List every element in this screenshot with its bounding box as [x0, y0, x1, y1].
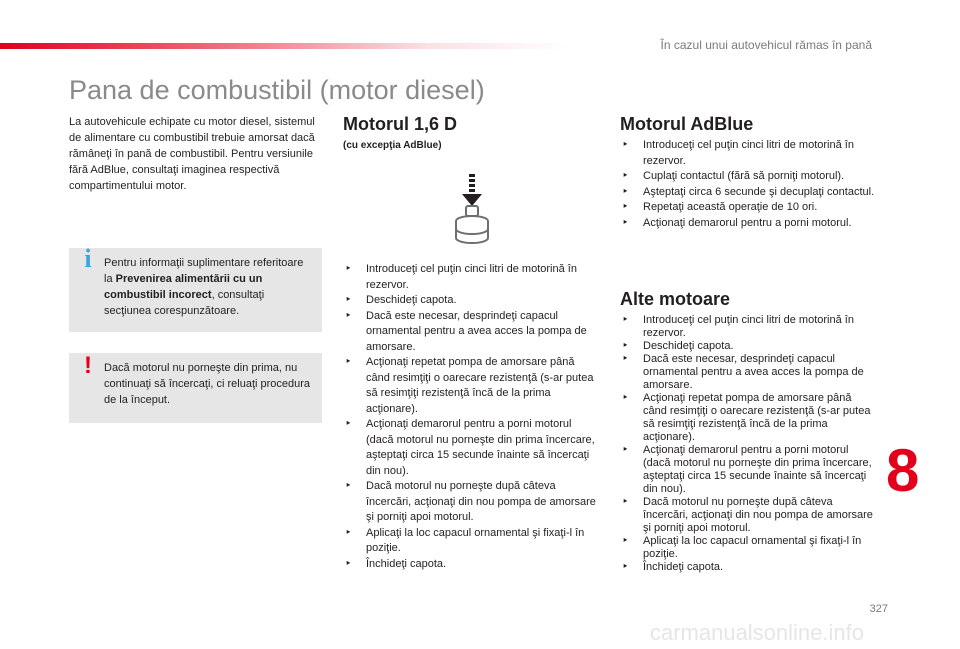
page-number: 327	[869, 603, 888, 615]
list-item: ‣ Închideţi capota.	[343, 557, 598, 573]
list-item: ‣ Introduceţi cel puţin cinci litri de motorină în rezervor.	[620, 138, 875, 169]
page-title: Pana de combustibil (motor diesel)	[69, 75, 485, 105]
info-text-bold: Prevenirea alimentării cu un combustibil incorect	[104, 273, 263, 301]
section-title-adblue: Motorul AdBlue	[620, 114, 754, 134]
chapter-number: 8	[886, 437, 920, 504]
info-text-before: Pentru informaţii suplimentare referitoare la	[104, 257, 304, 285]
list-item: ‣ Deschideţi capota.	[343, 293, 598, 309]
list-item: ‣ Dacă este necesar, desprindeţi capacul ornamental pentru a avea acces la pompa de amorsare.	[620, 353, 875, 392]
running-header: În cazul unui autovehicul rămas în pană	[660, 38, 872, 52]
list-item: ‣ Acţionaţi repetat pompa de amorsare până când resimţiţi o oarecare rezistenţă (s-ar putea să resimţiţi rezistenţă încă de la prima acţionare).	[343, 355, 598, 417]
section-subtitle-16d: (cu excepţia AdBlue)	[343, 140, 442, 151]
list-item: ‣ Dacă este necesar, desprindeţi capacul ornamental pentru a avea acces la pompa de amorsare.	[343, 309, 598, 356]
steps-list-other	[620, 314, 875, 574]
list-item: ‣ Aşteptaţi circa 6 secunde şi decuplaţi contactul.	[620, 185, 875, 201]
header-accent-bar	[0, 43, 570, 49]
section-title-16d: Motorul 1,6 D	[343, 114, 458, 134]
list-item: ‣ Introduceţi cel puţin cinci litri de motorină în rezervor.	[620, 314, 875, 340]
info-text-after: , consultaţi secţiunea corespunzătoare.	[104, 289, 265, 317]
list-item: ‣ Acţionaţi demarorul pentru a porni motorul.	[620, 216, 875, 232]
info-icon: i	[84, 244, 92, 273]
section-title-other: Alte motoare	[620, 289, 731, 309]
list-item: ‣ Acţionaţi demarorul pentru a porni motorul (dacă motorul nu porneşte din prima încercare, aşteptaţi circa 15 secunde înainte să încercaţi din nou).	[620, 444, 875, 496]
warning-icon: !	[84, 352, 92, 379]
list-item: ‣ Acţionaţi demarorul pentru a porni motorul (dacă motorul nu porneşte din prima încercare, aşteptaţi circa 15 secunde înainte să încercaţi din nou).	[343, 417, 598, 479]
list-item: ‣ Aplicaţi la loc capacul ornamental şi fixaţi-l în poziţie.	[620, 535, 875, 561]
list-item: ‣ Deschideţi capota.	[620, 340, 875, 353]
list-item: ‣ Aplicaţi la loc capacul ornamental şi fixaţi-l în poziţie.	[343, 526, 598, 557]
list-item: ‣ Repetaţi această operaţie de 10 ori.	[620, 200, 875, 216]
warning-text: Dacă motorul nu porneşte din prima, nu continuaţi să încercaţi, ci reluaţi procedura de la început.	[104, 362, 311, 406]
fuel-pump-primer-icon	[449, 172, 495, 248]
intro-paragraph: La autovehicule echipate cu motor diesel, sistemul de alimentare cu combustibil trebuie amorsat dacă rămâneţi în pană de combustibil. Pentru versiunile fără AdBlue, consultaţi imaginea respectivă compartimentului motor.	[69, 116, 315, 192]
info-box	[69, 244, 322, 332]
warning-box	[69, 353, 322, 423]
list-item: ‣ Dacă motorul nu porneşte după câteva încercări, acţionaţi din nou pompa de amorsare şi porniţi apoi motorul.	[620, 496, 875, 535]
list-item: ‣ Dacă motorul nu porneşte după câteva încercări, acţionaţi din nou pompa de amorsare şi porniţi apoi motorul.	[343, 479, 598, 526]
watermark: carmanualsonline.info	[649, 620, 864, 645]
steps-list-16d	[343, 262, 598, 572]
list-item: ‣ Introduceţi cel puţin cinci litri de motorină în rezervor.	[343, 262, 598, 293]
list-item: ‣ Cuplaţi contactul (fără să porniţi motorul).	[620, 169, 875, 185]
list-item: ‣ Închideţi capota.	[620, 561, 875, 574]
list-item: ‣ Acţionaţi repetat pompa de amorsare până când resimţiţi o oarecare rezistenţă (s-ar putea să resimţiţi rezistenţă încă de la prima acţionare).	[620, 392, 875, 444]
steps-list-adblue	[620, 138, 875, 231]
